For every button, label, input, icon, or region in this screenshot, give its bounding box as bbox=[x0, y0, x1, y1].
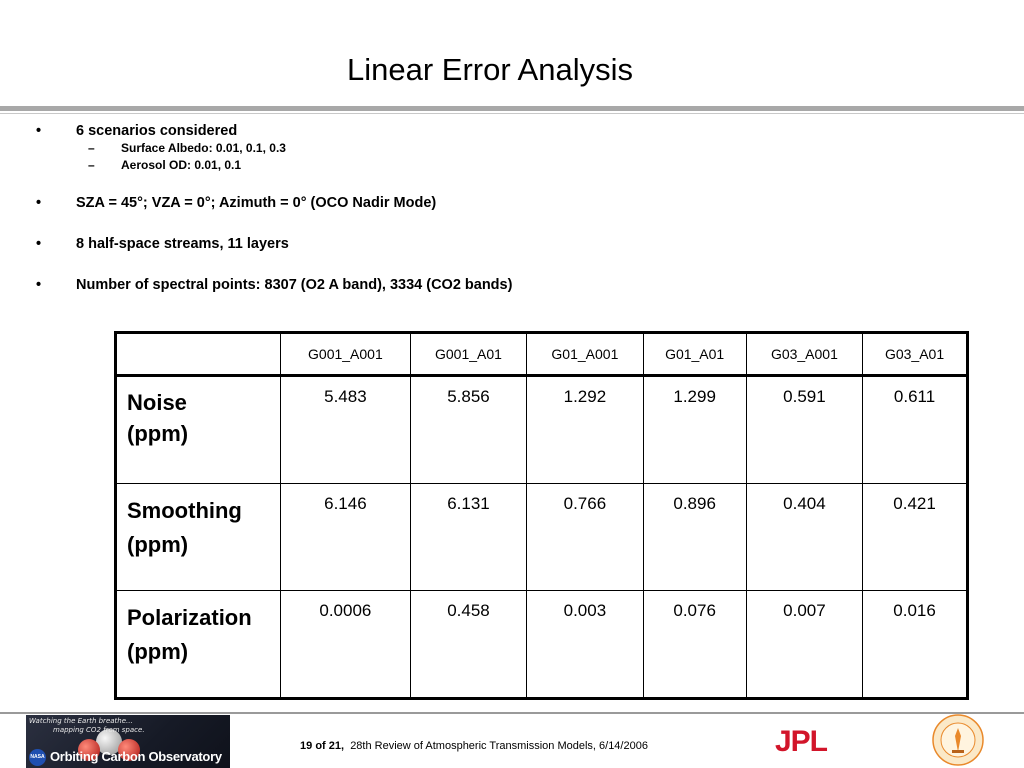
table-cell: 0.007 bbox=[746, 591, 862, 699]
oco-logo bbox=[26, 715, 230, 768]
bullet-text: SZA = 45°; VZA = 0°; Azimuth = 0° (OCO Nadir Mode) bbox=[76, 195, 437, 211]
page-total: 21, bbox=[328, 740, 345, 752]
table-row bbox=[116, 376, 968, 484]
error-table bbox=[114, 331, 969, 700]
column-header: G03_A001 bbox=[746, 333, 862, 376]
table-row bbox=[116, 591, 968, 699]
sub-bullet-marker: – bbox=[88, 141, 95, 155]
column-header: G001_A01 bbox=[410, 333, 526, 376]
row-header-line1: Smoothing bbox=[127, 498, 242, 523]
sub-bullet-marker: – bbox=[88, 158, 95, 172]
table-cell: 0.421 bbox=[863, 484, 968, 591]
bullet-marker: • bbox=[36, 277, 42, 293]
row-header-line2: (ppm) bbox=[127, 421, 189, 446]
footer-caption bbox=[300, 740, 720, 752]
column-header: G01_A01 bbox=[643, 333, 746, 376]
column-header: G001_A001 bbox=[281, 333, 411, 376]
table-cell: 6.131 bbox=[410, 484, 526, 591]
jpl-logo-icon bbox=[758, 725, 844, 755]
caltech-seal-icon bbox=[932, 714, 984, 766]
row-header bbox=[116, 376, 281, 484]
sub-bullet-item bbox=[36, 140, 736, 157]
table-cell: 1.292 bbox=[527, 376, 643, 484]
page-of: of bbox=[315, 740, 326, 752]
table-cell: 0.0006 bbox=[281, 591, 411, 699]
bullet-text: 6 scenarios considered bbox=[76, 123, 238, 139]
table-cell: 0.591 bbox=[746, 376, 862, 484]
column-header: G01_A001 bbox=[527, 333, 643, 376]
row-header bbox=[116, 484, 281, 591]
row-header-line2: (ppm) bbox=[127, 532, 189, 557]
row-header bbox=[116, 591, 281, 699]
bullet-item bbox=[36, 276, 736, 294]
table-header-row bbox=[116, 333, 968, 376]
bullet-marker: • bbox=[36, 123, 42, 139]
row-header-line1: Noise bbox=[127, 390, 187, 415]
table-cell: 0.611 bbox=[863, 376, 968, 484]
footer-divider bbox=[0, 712, 1024, 714]
bullet-marker: • bbox=[36, 236, 42, 252]
table-cell: 0.076 bbox=[643, 591, 746, 699]
title-divider bbox=[0, 106, 1024, 111]
event-caption: 28th Review of Atmospheric Transmission Models, 6/14/2006 bbox=[350, 740, 648, 752]
page-number: 19 bbox=[300, 740, 313, 752]
sub-bullet-text: Surface Albedo: 0.01, 0.1, 0.3 bbox=[121, 141, 286, 155]
bullet-item bbox=[36, 122, 736, 140]
table-cell: 0.003 bbox=[527, 591, 643, 699]
logo-name: Orbiting Carbon Observatory bbox=[50, 749, 222, 764]
slide-title: Linear Error Analysis bbox=[346, 52, 633, 87]
logo-tagline: Watching the Earth breathe... bbox=[29, 717, 133, 725]
bullet-text: Number of spectral points: 8307 (O2 A band), 3334 (CO2 bands) bbox=[76, 277, 513, 293]
sub-bullet-item bbox=[36, 157, 736, 174]
table-row bbox=[116, 484, 968, 591]
row-header-line2: (ppm) bbox=[127, 639, 189, 664]
title-divider-thin bbox=[0, 113, 1024, 114]
table-cell: 5.483 bbox=[281, 376, 411, 484]
table-cell: 0.404 bbox=[746, 484, 862, 591]
row-header-line1: Polarization bbox=[127, 605, 252, 630]
bullet-item bbox=[36, 235, 736, 253]
table-cell: 6.146 bbox=[281, 484, 411, 591]
table-cell: 0.458 bbox=[410, 591, 526, 699]
table-cell: 0.766 bbox=[527, 484, 643, 591]
bullet-list bbox=[36, 122, 736, 294]
table-cell: 0.896 bbox=[643, 484, 746, 591]
bullet-item bbox=[36, 194, 736, 212]
bullet-text: 8 half-space streams, 11 layers bbox=[76, 236, 289, 252]
logo-tagline: mapping CO2 from space. bbox=[53, 726, 145, 734]
bullet-marker: • bbox=[36, 195, 42, 211]
nasa-logo-icon: NASA bbox=[29, 749, 46, 766]
table-cell: 0.016 bbox=[863, 591, 968, 699]
table-cell: 5.856 bbox=[410, 376, 526, 484]
column-header: G03_A01 bbox=[863, 333, 968, 376]
sub-bullet-text: Aerosol OD: 0.01, 0.1 bbox=[121, 158, 242, 172]
table-cell: 1.299 bbox=[643, 376, 746, 484]
jpl-logo-text: JPL bbox=[774, 725, 828, 755]
table-corner-cell bbox=[116, 333, 281, 376]
